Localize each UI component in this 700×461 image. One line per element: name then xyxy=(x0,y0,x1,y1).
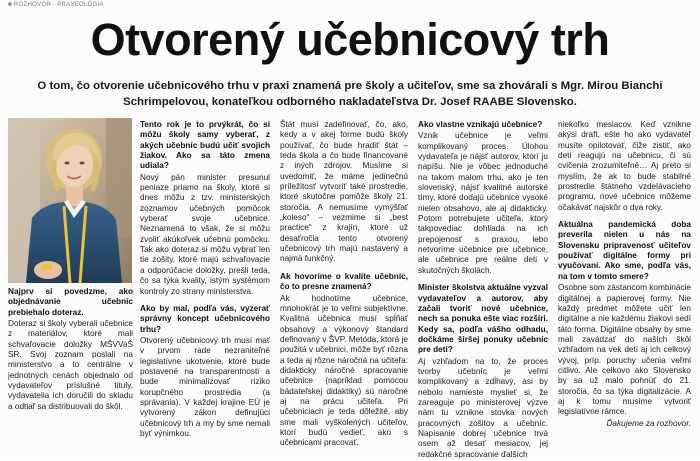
question: Ako vlastne vznikajú učebnice? xyxy=(418,120,543,129)
question: Tento rok je to prvýkrát, čo si môžu školy samy vyberať, z akých učebníc budú učiť svojich žiakov. Ako sa táto zmena udiala? xyxy=(140,120,270,171)
answer: Doteraz si školy vyberali učebnice z materiálov, ktoré mali schvaľovacie doložky MŠVVaŠ SR. Svoj zoznam poslali na ministerstvo a to centrálne v jednotných cenách objednalo od vydavateľov príslušné tituly, vydavatelia ich doručili do skladu a odtiaľ sa distribuovali do škôl. xyxy=(8,319,133,411)
question: Ako by mal, podľa vás, vyzerať správny koncept učebnicového trhu? xyxy=(140,303,270,334)
article-column-3 xyxy=(280,120,408,450)
question: Ak hovoríme o kvalite učebníc, čo to presne znamená? xyxy=(280,271,408,292)
answer: Osobne som zástancom kombinácie digitálnej a papierovej formy. Nie každý predmet môžete učiť len digitálne a nie každému žiakovi sedí táto forma. Digitálne obsahy by sme mali zavádzať do naších škôl vzhľadom na vek detí aj ich celkový vývoj, príp. poruchy učenia veľmi citlivo. Ale celkovo ako Slovensko by sa už malo pohnúť do 21. storočia, čo sa týka digitalizácie. A aj k tomu musíme vytvoriť legislatívne rámce. xyxy=(558,283,691,417)
portrait-illustration xyxy=(8,118,132,283)
portrait-photo xyxy=(8,118,132,283)
article-lead: O tom, čo otvorenie učebnicového trhu v praxi znamená pre školy a učiteľov, sme sa zhovárali s Mgr. Mirou Bianchi Schrimpelovou, konateľkou odborného nakladateľstva Dr. Josef RAABE Slovensko. xyxy=(37,80,663,108)
answer: Vznik učebnice je veľmi komplikovaný proces. Úlohou vydavateľa je nájsť autorov, ktorí ju napíšu. Nie je vôbec jednoduché na takom malom trhu, ako je ten slovenský, nájsť kvalitné autorské tímy, ktoré dodajú učebnice vysoké nielen obsahovo, ale aj didakticky. Potom potrebujete učiteľa, ktorý takpovediac dohliada na ich prepojenosť s praxou, lebo netvoríme učebnice pre učebnice, ale učebnice pre reálne deti v skutočných školách. xyxy=(418,131,548,275)
question: Najprv si povedzme, ako objednávanie učebníc prebiehalo doteraz. xyxy=(8,287,133,317)
answer: niekoľko mesiacov. Keď vznikne akýsi draft, ešte ho ako vydavateľ musíte opilotovať, čiže zistiť, ako deti reagujú na učebnicu, či sú cvičenia zrozumiteľné… Aj preto si myslím, že ak to bude stabilné prostredie štátneho vzdelávacieho programu, nové učebnice môžeme očakávať najskôr o dva roky. xyxy=(558,120,691,212)
article-column-4 xyxy=(418,120,548,461)
closing-credit: Ďakujeme za rozhovor. xyxy=(606,418,691,428)
answer: Ak hodnotíme učebnice, mnohokrát je to veľmi subjektívne. Kvalitná učebnica musí spĺňať obsahový a výkonový štandard definovaný v ŠVP. Metóda, ktorá je použitá v učebnici, môže byť rôzna a teda aj rôzne náročná na učiteľa: didakticky náročné spracovanie učebnice (napríklad pomocou bádateľskej didaktiky) sú náročné aj na prácu učiteľa. Pri učebniciach je teda dôležité, aby sme mali vyškolených učiteľov, ktorí budú vedieť, ako s učebnicami pracovať. xyxy=(280,293,408,448)
answer: Aj vzhľadom na to, že proces tvorby učebníc je veľmi komplikovaný a zdĺhavý, asi by nebolo namieste myslieť si, že zareaguje po ministerovej výzve nám tu vznikne stovka nových pracovných zošitov a učebníc. Napísanie dobrej učebnice trvá osem až desať mesiacov, jej redakčné spracovanie ďalších xyxy=(418,356,548,459)
answer: Štát musí zadefinovať, čo, ako, kedy a v akej forme budú školy používať, čo bude hradiť štát – teda škola a čo bude financované z iných zdrojov. Musíme si uvedomiť, že máme jedinečnú príležitosť vytvoriť také prostredie, ktoré skutočne pomôže školy 21. storočia. A nemusíme vymýšľať „koleso“ – vezmime si „best practice“ z krajín, ktoré už desaťročia tento otvorený učebnicový trh majú nastavený a najmä funkčný. xyxy=(280,120,408,264)
question: Aktuálna pandemická doba preverila nielen u nás na Slovensku pripravenosť učiteľov používať digitálne formy pri vyučovaní. Ako sme, podľa vás, na tom v tomto smere? xyxy=(558,220,691,281)
answer: Otvorený učebnicový trh musí mať v prvom rade nezraniteľné legislatívne ukotvenie, ktoré bude postavené na transparentnosti a bude minimalizovať riziko korupčného prostredia (a správania). V každej krajine EÚ je vytvorený zákon definujúci učebnicový trh a my by sme nemali byť výnimkou. xyxy=(140,335,270,438)
section-label: ■ ROZHOVOR · PRAXEOLÓGIA xyxy=(8,2,104,8)
article-column-2 xyxy=(140,120,270,440)
article-column-1 xyxy=(8,287,133,413)
answer: Nový pán minister presunul peniaze priamo na školy, ktoré si dnes môžu z tzv. ministerských zoznamov učebných pomôcok vyberať svoje učebnice. Neznamená to však, že si môžu zvoliť akúkoľvek učebnú pomôcku. Tak ako doteraz si môžu vybrať len tie zošity, ktoré majú schvaľovacie a odporúčacie doložky, prešli teda, čo sa týka kvality, istým systémom kontroly zo strany ministerstva. xyxy=(140,172,270,296)
article-headline: Otvorený učebnicový trh xyxy=(90,14,610,65)
question: Minister školstva aktuálne vyzval vydavateľov a autorov, aby začali tvoriť nové učebnice, nech sa ponuka ešte viac rozšíri. Kedy sa, podľa vášho odhadu, dočkáme širšej ponuky učebníc pre deti? xyxy=(418,283,548,355)
article-column-5 xyxy=(558,120,691,430)
